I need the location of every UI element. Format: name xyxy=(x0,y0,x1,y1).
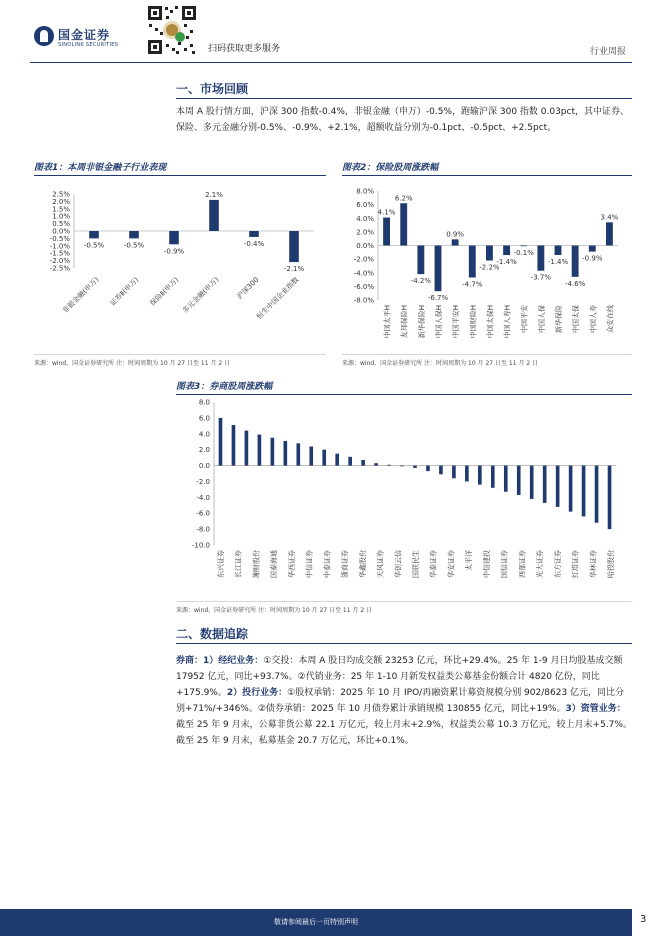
bar xyxy=(417,246,424,275)
bar xyxy=(520,246,527,247)
bar xyxy=(400,203,407,245)
market-review-paragraph: 本周 A 股行情方面，沪深 300 指数-0.4%，非银金融（申万）-0.5%，跑输沪深 300 指数 0.03pct，其中证券、保险、多元金融分别-0.5%、-0.9%、+2.1%，超额收益分别为-0.1pct、-0.5pct、+2.5pct。 xyxy=(176,107,629,133)
section-divider xyxy=(176,643,632,644)
category-label: 新华保险 xyxy=(555,305,563,333)
data-label: 6.2% xyxy=(394,194,413,203)
y-tick-label: -2.0% xyxy=(353,255,374,264)
bar xyxy=(439,466,443,475)
ib-text: ①股权承销：2025 年 10 月 IPO/再融资累计募资规模分别 902/8623 亿元，同比分别+71%/+346%。②债券承销：2025 年 10 月债券累计承销规模 130855 亿元，同比+19%。 xyxy=(176,688,625,714)
category-label: 中信建投 xyxy=(482,550,491,578)
category-label: 中国太保H xyxy=(486,305,495,339)
bar xyxy=(503,246,510,256)
figure2-chart xyxy=(342,180,632,350)
y-tick-label: -2.0 xyxy=(196,477,210,486)
category-label: 华安证券 xyxy=(447,550,456,578)
category-label: 中国人寿H xyxy=(503,305,512,339)
category-label: 长江证券 xyxy=(234,550,243,578)
page-header xyxy=(0,0,662,64)
bar xyxy=(209,200,219,231)
y-tick-label: 8.0 xyxy=(198,398,210,407)
figure3-source-divider xyxy=(176,601,632,602)
y-tick-label: -1.5% xyxy=(49,249,70,258)
category-label: 众安在线 xyxy=(606,305,615,333)
bar xyxy=(537,246,544,271)
data-label: -4.6% xyxy=(564,279,586,288)
bar xyxy=(543,466,547,503)
y-tick-label: 6.0% xyxy=(356,201,374,210)
category-label: 中国平安 xyxy=(520,305,529,333)
bar xyxy=(271,438,275,466)
bar xyxy=(387,465,391,466)
am-label: 3）资管业务： xyxy=(565,704,626,714)
data-label: -4.7% xyxy=(462,280,483,289)
bar xyxy=(383,218,390,246)
footer-disclaimer: 敬请参阅最后一页特别声明 xyxy=(274,918,358,926)
bar xyxy=(245,431,249,466)
y-tick-label: 0.0% xyxy=(356,242,374,250)
y-tick-label: -10.0 xyxy=(191,541,210,550)
category-label: 华林证券 xyxy=(589,550,598,578)
bar xyxy=(572,246,579,277)
bar xyxy=(426,466,430,472)
logo-chinese-name: 国金证券 xyxy=(58,28,111,42)
figure3-title-divider xyxy=(176,394,632,395)
bar xyxy=(335,454,339,466)
y-tick-label: 1.5% xyxy=(52,205,70,214)
am-text: 截至 25 年 9 月末，公募非货公募 22.1 万亿元，较上月末+2.9%，权益类公募 10.3 万亿元，较上月末+5.7%。截至 25 年 9 月末，私募基金 20.7 万亿元，环比+0.1%。 xyxy=(176,720,632,746)
category-label: 太平洋 xyxy=(465,550,474,571)
category-label: 证券Ⅱ(申万) xyxy=(108,275,141,308)
bar xyxy=(517,466,521,495)
header-divider xyxy=(30,62,632,63)
y-tick-label: 2.0% xyxy=(356,228,374,237)
figure1-source-divider xyxy=(34,354,326,355)
bar xyxy=(491,466,495,488)
data-label: -1.4% xyxy=(496,258,517,267)
qr-caption: 扫码获取更多服务 xyxy=(208,44,281,54)
bar xyxy=(258,435,262,466)
data-label: -0.5% xyxy=(83,241,105,250)
y-tick-label: -1.0% xyxy=(49,242,70,251)
y-tick-label: 4.0% xyxy=(356,214,374,223)
y-tick-label: -0.5% xyxy=(49,234,70,243)
y-tick-label: 0.0 xyxy=(198,462,210,471)
section-title-market-review: 一、市场回顾 xyxy=(176,82,249,96)
y-tick-label: -8.0% xyxy=(353,296,374,305)
category-label: 友邦保险H xyxy=(400,305,409,339)
figure1-chart xyxy=(34,180,326,350)
category-label: 中国人寿 xyxy=(589,305,598,333)
data-label: -0.1% xyxy=(513,249,534,258)
data-label: -4.2% xyxy=(410,277,432,286)
bar xyxy=(486,246,493,261)
bar xyxy=(289,231,299,262)
bar xyxy=(452,239,459,245)
bar xyxy=(435,246,442,292)
category-label: 非银金融(申万) xyxy=(61,275,101,315)
category-label: 中国平安H xyxy=(452,305,461,339)
data-label: 3.4% xyxy=(600,213,619,222)
bar xyxy=(582,466,586,517)
category-label: 国信证券 xyxy=(500,550,509,578)
brokerage-label: 1）经纪业务： xyxy=(203,656,264,666)
data-label: -0.4% xyxy=(243,239,265,248)
category-label: 中信证券 xyxy=(305,550,314,578)
figure1-title: 图表1：本周非银金融子行业表现 xyxy=(34,163,167,173)
data-label: 4.1% xyxy=(377,208,396,217)
category-label: 沪深300 xyxy=(235,275,261,301)
bar xyxy=(89,231,99,238)
bar xyxy=(469,246,476,278)
category-label: 湘财股份 xyxy=(252,550,261,578)
category-label: 中国人保H xyxy=(435,305,443,339)
y-tick-label: -4.0% xyxy=(353,269,374,278)
figure1-title-divider xyxy=(34,175,326,176)
bar xyxy=(595,466,599,523)
bar xyxy=(608,466,612,530)
section-divider xyxy=(176,98,632,99)
data-label: -6.7% xyxy=(427,294,449,303)
category-label: 华创云信 xyxy=(394,550,403,578)
category-label: 中泰证券 xyxy=(323,550,332,578)
bar xyxy=(284,441,288,466)
data-label: -2.1% xyxy=(283,265,305,274)
bar xyxy=(504,466,508,492)
report-type-label: 行业周报 xyxy=(589,47,626,57)
category-label: 中国太保 xyxy=(572,305,581,333)
category-label: 华西证券 xyxy=(287,550,296,578)
ib-label: 2）投行业务： xyxy=(226,688,288,698)
bar xyxy=(555,246,562,256)
category-label: 天风证券 xyxy=(376,550,385,578)
bar xyxy=(309,446,313,465)
bar xyxy=(400,466,404,467)
category-label: 华泰证券 xyxy=(429,550,438,578)
bar xyxy=(530,466,534,499)
y-tick-label: -6.0 xyxy=(196,509,210,518)
y-tick-label: -8.0 xyxy=(196,525,210,534)
bar xyxy=(249,231,259,237)
figure2-title: 图表2：保险股周涨跌幅 xyxy=(342,163,439,173)
data-tracking-paragraph xyxy=(176,653,632,749)
category-label: 恒生中国企业指数 xyxy=(255,275,301,322)
bar xyxy=(219,418,223,466)
category-label: 哈投股份 xyxy=(607,550,615,578)
y-tick-label: -2.0% xyxy=(49,257,70,266)
bar xyxy=(361,460,365,466)
y-tick-label: 8.0% xyxy=(356,187,374,196)
section-title-data-tracking: 二、数据追踪 xyxy=(176,627,249,641)
figure3-chart xyxy=(176,398,632,598)
data-label: -0.5% xyxy=(123,241,145,250)
paragraph-lead: 券商： xyxy=(176,656,204,666)
bar xyxy=(452,466,456,479)
figure1-source: 来源：wind，国金证券研究所 注：时间周期为 10 月 27 日至 11 月 2 日 xyxy=(34,360,231,367)
data-label: 0.9% xyxy=(446,230,465,239)
data-label: -1.4% xyxy=(547,258,569,267)
category-label: 保险Ⅱ(申万) xyxy=(148,275,181,308)
figure3-source: 来源：wind，国金证券研究所 注：时间周期为 10 月 27 日至 11 月 2 日 xyxy=(176,607,373,614)
data-label: 2.1% xyxy=(205,190,223,199)
y-tick-label: 2.0% xyxy=(52,197,70,206)
figure2-title-divider xyxy=(342,175,632,176)
y-tick-label: 2.0 xyxy=(198,446,210,455)
data-label: -2.2% xyxy=(479,263,500,272)
bar xyxy=(296,443,300,465)
bar xyxy=(374,463,378,465)
bar xyxy=(478,466,482,485)
bar xyxy=(556,466,560,507)
bar xyxy=(348,457,352,466)
category-label: 浙商证券 xyxy=(341,550,350,578)
category-label: 光大证券 xyxy=(536,550,545,578)
y-tick-label: 0.5% xyxy=(52,220,70,229)
y-tick-label: 6.0 xyxy=(198,414,210,423)
data-label: -3.7% xyxy=(530,273,552,282)
category-label: 中国太平H xyxy=(383,305,392,339)
y-tick-label: -2.5% xyxy=(49,264,70,273)
category-label: 华鑫股份 xyxy=(358,550,367,578)
category-label: 东方证券 xyxy=(553,550,562,578)
category-label: 中国财险H xyxy=(469,305,478,339)
category-label: 西部证券 xyxy=(518,550,527,578)
bar xyxy=(232,425,236,466)
category-label: 国泰海通 xyxy=(270,550,279,578)
figure3-title: 图表3：券商股周涨跌幅 xyxy=(176,382,273,392)
sinolink-logo-icon xyxy=(34,26,54,46)
bar xyxy=(589,246,596,252)
y-tick-label: 1.0% xyxy=(52,212,70,221)
bar xyxy=(465,466,469,482)
y-tick-label: -6.0% xyxy=(353,282,374,291)
category-label: 红塔证券 xyxy=(571,550,580,578)
page-number: 3 xyxy=(640,914,647,925)
bar xyxy=(413,466,417,468)
bar xyxy=(169,231,179,244)
y-tick-label: 0.0% xyxy=(52,227,70,236)
bar xyxy=(322,450,326,466)
data-label: -0.9% xyxy=(163,247,185,256)
data-label: -0.9% xyxy=(582,254,603,263)
category-label: 国联民生 xyxy=(412,550,420,578)
qr-code-icon[interactable] xyxy=(146,4,198,56)
y-tick-label: 4.0 xyxy=(198,430,210,439)
bar xyxy=(569,466,573,512)
bar xyxy=(606,222,613,245)
category-label: 多元金融(申万) xyxy=(181,275,221,315)
brokerage-text: ①交投：本周 A 股日均成交额 23253 亿元，环比+29.4%。25 年 1-9 月日均股基成交额 17952 亿元，同比+93.7%。②代销业务：25 年 1-10 月新发权益类公募基金份额合计 4820 亿份，同比+175.9%。 xyxy=(176,656,623,698)
figure2-source: 来源：wind，国金证券研究所 注：时间周期为 10 月 27 日至 11 月 2 日 xyxy=(342,360,539,367)
bar xyxy=(129,231,139,238)
category-label: 东兴证券 xyxy=(217,550,225,578)
logo-english-name: SINOLINK SECURITIES xyxy=(58,42,119,48)
figure2-source-divider xyxy=(342,354,632,355)
category-label: 新华保险H xyxy=(417,305,426,339)
y-tick-label: -4.0 xyxy=(196,493,210,502)
y-tick-label: 2.5% xyxy=(52,190,70,199)
category-label: 中国人保 xyxy=(537,305,546,333)
